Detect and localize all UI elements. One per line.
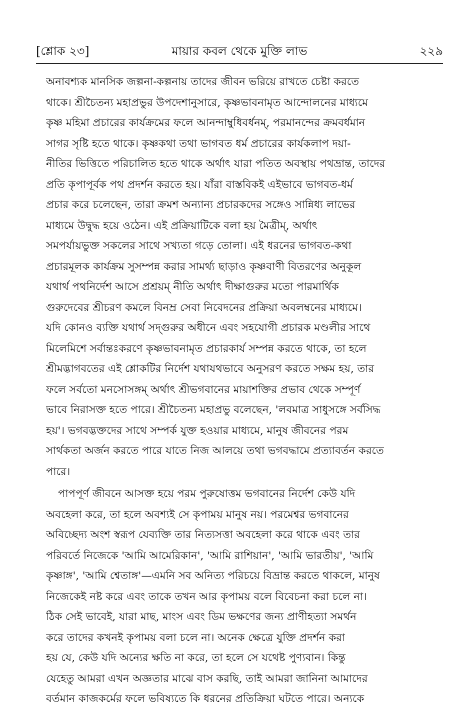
text-line: পারে।: [46, 465, 71, 478]
text-line: মিলেমিশে সর্বান্তঃকরণে কৃষ্ণভাবনামৃত প্রচারকার্য সম্পন্ন করতে থাকে, তা হলে: [46, 342, 367, 355]
text-line: নীতির ভিত্তিতে পরিচালিত হতে থাকে অর্থাৎ যারা পতিত অবস্থায় পথভ্রান্ত, তাদের: [46, 158, 386, 170]
text-line: পাপপূর্ণ জীবনে আসক্ত হয়ে পরম পুরুষোত্তম ভগবানের নির্দেশ কেউ যদি: [58, 488, 356, 500]
paragraph-2: [46, 484, 443, 710]
text-line: যেহেতু আমরা এখন অজ্ঞতার মাঝে বাস করছি, তাই আমরা জানিনা আমাদের: [46, 672, 368, 685]
chapter-title: মায়ার কবল থেকে মুক্তি লাভ: [171, 44, 308, 58]
header-rule: [36, 63, 443, 64]
text-line: কৃষ্ণ মহিমা প্রচারের কার্যক্রমের ফলে আনন্দাম্বুধিবর্ধনম্‌, পরমানন্দের ক্রমবর্ধমান: [46, 117, 366, 129]
text-line: শ্রীমদ্ভাগবতের এই শ্লোকটির নির্দেশ যথাযথভাবে অনুসরণ করতে সক্ষম হয়, তার: [46, 363, 375, 375]
text-line: প্রতি কৃপাপূর্বক পথ প্রদর্শন করতে হয়। যাঁরা বাস্তবিকই এইভাবে ভাগবত-ধর্ম: [46, 178, 353, 191]
text-line: নিজেকেই নষ্ট করে এবং তাকে তখন আর কৃপাময় বলে বিবেচনা করা চলে না।: [46, 590, 367, 603]
text-line: ঠিক সেই ভাবেই, যারা মাছ, মাংস এবং ডিম ভক্ষণের জন্য প্রাণীহত্যা সমর্থন: [46, 611, 357, 623]
running-header: [36, 42, 443, 60]
text-line: যদি কোনও ব্যক্তি যথার্থ সদ্‌গুরুর অধীনে এবং সহযোগী প্রচারক মণ্ডলীর সাথে: [46, 322, 371, 334]
text-line: প্রচার করে চলেছেন, তারা ক্রমশ অন্যান্য প্রচারকদের সঙ্গেও সান্নিধ্য লাভের: [46, 199, 356, 211]
page-number: ২২৯: [419, 44, 443, 58]
text-line: যথার্থ পথনির্দেশ আসে প্রশ্রয়ম্‌ নীতি অর্থাৎ দীক্ষাগুরুর মতো পারমার্থিক: [46, 281, 339, 293]
text-line: অনাবশ্যক মানসিক জল্পনা-কল্পনায় তাদের জীবন ভরিয়ে রাখতে চেষ্টা করতে: [46, 76, 360, 88]
text-line: থাকে। শ্রীচৈতন্য মহাপ্রভুর উপদেশানুসারে, কৃষ্ণভাবনামৃত আন্দোলনের মাধ্যমে: [46, 96, 369, 109]
text-line: হয় যে, কেউ যদি অন্যের ক্ষতি না করে, তা হলে সে যথেষ্ট পুণ্যবান। কিন্তু: [46, 652, 346, 664]
text-line: অবিচ্ছেদ্য অংশ স্বরূপ যেব্যক্তি তার নিত্যসত্তা অবহেলা করে থাকে এবং তার: [46, 529, 360, 541]
text-line: সমপর্যায়ভুক্ত সকলের সাথে সখ্যতা গড়ে তোলা। এই ধরনের ভাগবত-কথা: [46, 240, 352, 252]
text-line: পরিবর্তে নিজেকে 'আমি আমেরিকান', 'আমি রাশিয়ান', 'আমি ভারতীয়', 'আমি: [46, 549, 374, 562]
text-line: বর্তমান কাজকর্মের ফলে ভবিষ্যতে কি ধরনের প্রতিক্রিয়া ঘটতে পারে। অন্যকে: [46, 693, 365, 705]
text-line: ফলে সর্বতো মনসোসঙ্গম্‌ অর্থাৎ শ্রীভগবানের মায়াশক্তির প্রভাব থেকে সম্পূর্ণ: [46, 383, 361, 396]
text-line: ভাবে নিরাসক্ত হতে পারে। শ্রীচৈতন্য মহাপ্রভু বলেছেন, 'লবমাত্র সাধুসঙ্গে সর্বসিদ্ধ: [46, 404, 381, 416]
text-line: প্রচারমূলক কার্যক্রম সুসম্পন্ন করার সামর্থ্য ছাড়াও কৃষ্ণবাণী বিতরণের অনুকূল: [46, 260, 362, 273]
text-line: কৃষ্ণাঙ্গ', 'আমি শ্বেতাঙ্গ'—এমনি সব অনিত্য পরিচয়ে বিভ্রান্ত করতে থাকলে, মানুষ: [46, 570, 380, 582]
text-line: মাধ্যমে উদ্বুদ্ধ হয়ে ওঠেন। এই প্রক্রিয়াটিকে বলা হয় মৈত্রীম্‌, অর্থাৎ: [46, 219, 318, 232]
text-body: [46, 72, 443, 710]
text-line: হয়'। ভগবদ্ভক্তদের সাথে সম্পর্ক যুক্ত হওয়ার মাধ্যমে, মানুষ জীবনের পরম: [46, 424, 349, 437]
text-line: অবহেলা করে, তা হলে অবশ্যই সে কৃপাময় মানুষ নয়। পরমেশ্বর ভগবানের: [46, 508, 349, 521]
text-line: সার্থকতা অর্জন করতে পারে যাতে নিজ আলয়ে তথা ভগবদ্ধামে প্রত্যাবর্তন করতে: [46, 445, 384, 457]
text-line: গুরুদেবের শ্রীচরণ কমলে বিনম্র সেবা নিবেদনের প্রক্রিয়া অবলম্বনের মাধ্যমে।: [46, 301, 362, 314]
paragraph-1: [46, 72, 443, 482]
text-line: সাগর সৃষ্টি হতে থাকে। কৃষ্ণকথা তথা ভাগবত ধর্ম প্রচারের কার্যকলাপ দয়া-: [46, 137, 351, 150]
verse-reference: [শ্লোক ২৩]: [36, 44, 90, 58]
text-line: করে তাদের কখনই কৃপাময় বলা চলে না। অনেক ক্ষেত্রে যুক্তি প্রদর্শন করা: [46, 631, 346, 644]
